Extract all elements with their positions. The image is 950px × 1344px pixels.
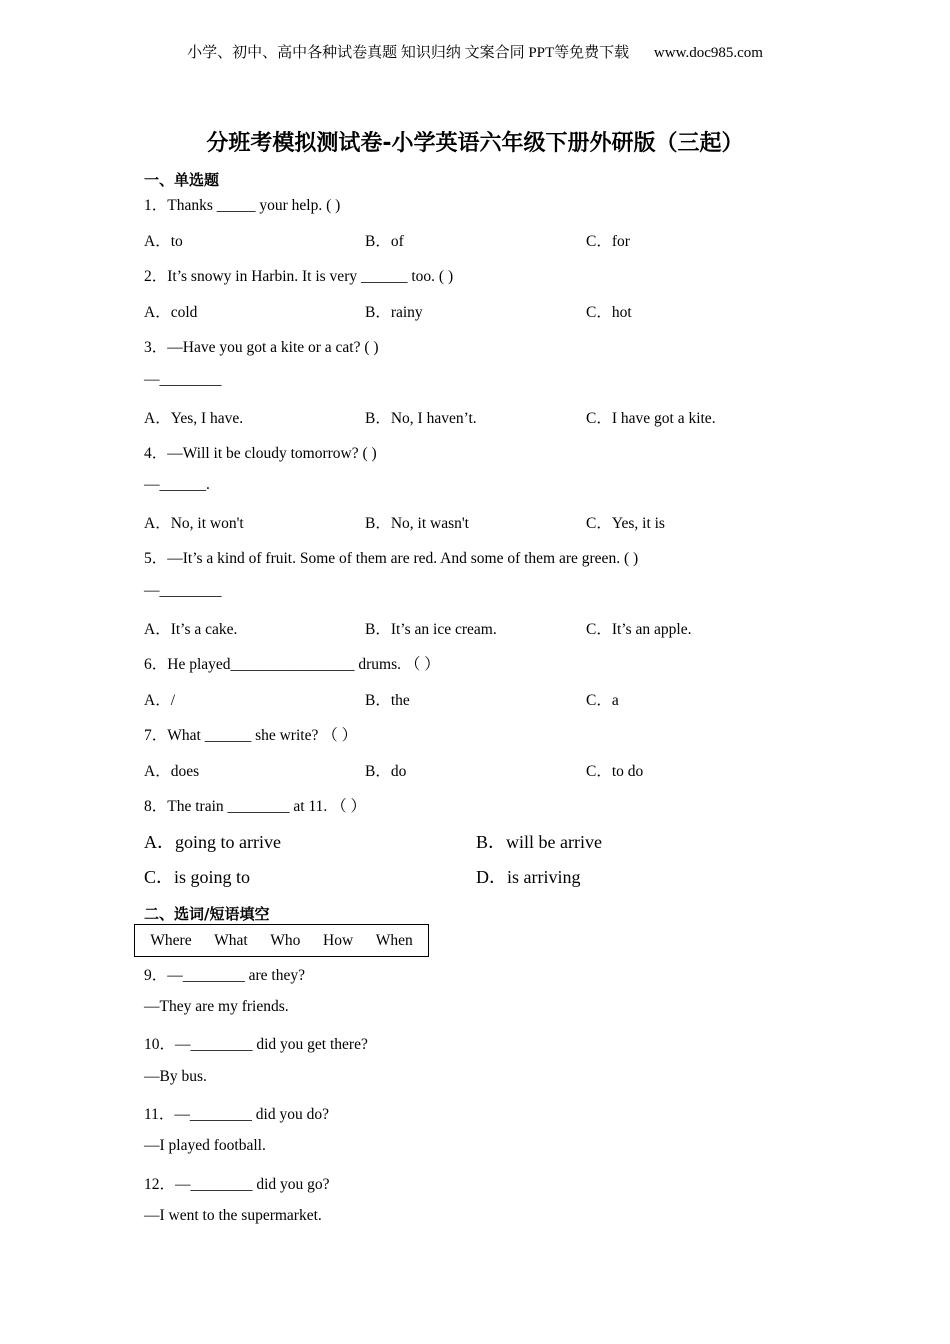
fill-question: 12．—________ did you go? <box>144 1176 330 1193</box>
option-a: A．cold <box>144 304 198 321</box>
option-a: A．to <box>144 233 183 250</box>
option-b: B．rainy <box>365 304 423 321</box>
option-a: A．It’s a cake. <box>144 621 238 638</box>
word-bank-item: Who <box>270 931 301 949</box>
option-b: B．No, it wasn't <box>365 515 469 532</box>
question-stem: 6．He played________________ drums. （ ） <box>144 656 440 673</box>
option-c: C．is going to <box>144 867 251 887</box>
question-stem: 7．What ______ she write? （ ） <box>144 727 358 744</box>
question-stem: 8．The train ________ at 11. （ ） <box>144 798 366 815</box>
fill-answer: —I played football. <box>144 1137 266 1154</box>
option-a: A．Yes, I have. <box>144 410 244 427</box>
option-c: C．It’s an apple. <box>586 621 692 638</box>
answer-blank: —______. <box>144 476 210 493</box>
option-b: B．It’s an ice cream. <box>365 621 497 638</box>
word-bank-item: Where <box>150 931 192 949</box>
header-slogan: 小学、初中、高中各种试卷真题 知识归纳 文案合同 PPT等免费下载 <box>187 45 630 61</box>
fill-answer: —By bus. <box>144 1068 207 1085</box>
fill-question: 11．—________ did you do? <box>144 1106 329 1123</box>
question-stem: 4．—Will it be cloudy tomorrow? ( ) <box>144 445 377 462</box>
option-c: C．a <box>586 692 619 709</box>
answer-blank: —________ <box>144 371 222 388</box>
option-a: A．/ <box>144 692 176 709</box>
option-c: C．hot <box>586 304 632 321</box>
section-heading-single-choice: 一、单选题 <box>144 171 220 189</box>
answer-blank: —________ <box>144 582 222 599</box>
question-stem: 3．—Have you got a kite or a cat? ( ) <box>144 339 379 356</box>
option-a: A．going to arrive <box>144 832 281 852</box>
option-c: C．for <box>586 233 630 250</box>
option-b: B．do <box>365 763 407 780</box>
word-bank-item: When <box>375 931 413 949</box>
fill-answer: —I went to the supermarket. <box>144 1207 322 1224</box>
option-c: C．I have got a kite. <box>586 410 716 427</box>
option-b: B．the <box>365 692 410 709</box>
question-stem: 2．It’s snowy in Harbin. It is very ______ too. ( ) <box>144 268 454 285</box>
page-header <box>0 41 950 62</box>
fill-question: 9．—________ are they? <box>144 967 305 984</box>
option-c: C．to do <box>586 763 644 780</box>
header-website: www.doc985.com <box>653 45 763 61</box>
option-b: B．of <box>365 233 404 250</box>
page-title: 分班考模拟测试卷-小学英语六年级下册外研版（三起） <box>206 131 744 156</box>
word-bank-item: What <box>214 931 248 949</box>
option-b: B．will be arrive <box>476 832 602 852</box>
question-stem: 5．—It’s a kind of fruit. Some of them are red. And some of them are green. ( ) <box>144 550 639 567</box>
option-a: A．No, it won't <box>144 515 244 532</box>
question-stem: 1．Thanks _____ your help. ( ) <box>144 197 341 214</box>
fill-question: 10．—________ did you get there? <box>144 1036 368 1053</box>
section-heading-fill-in: 二、选词/短语填空 <box>144 905 270 923</box>
word-bank-item: How <box>323 931 354 949</box>
option-a: A．does <box>144 763 200 780</box>
option-d: D．is arriving <box>476 867 581 887</box>
word-bank-box <box>134 924 429 957</box>
option-b: B．No, I haven’t. <box>365 410 477 427</box>
fill-answer: —They are my friends. <box>144 998 289 1015</box>
option-c: C．Yes, it is <box>586 515 665 532</box>
